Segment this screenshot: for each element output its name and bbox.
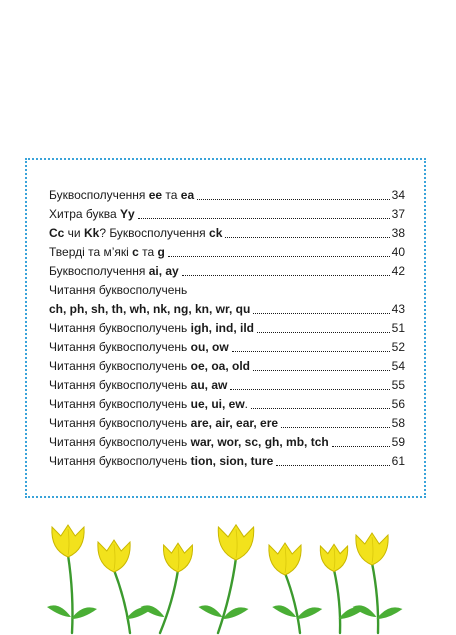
toc-dot-leader — [182, 275, 390, 276]
toc-entry — [49, 243, 405, 262]
toc-entry-text: Читання буквосполучень — [49, 340, 191, 354]
toc-entry-letters: ue, ui, ew — [190, 397, 245, 411]
toc-page-number: 40 — [391, 245, 405, 259]
toc-entry — [49, 224, 405, 243]
toc-entry — [49, 338, 405, 357]
toc-entry-letters: ее — [148, 188, 163, 202]
toc-dot-leader — [332, 446, 390, 447]
toc-entry — [49, 262, 405, 281]
toc-entry — [49, 300, 405, 319]
toc-entry-letters: au, aw — [190, 378, 228, 392]
toc-page-number: 51 — [391, 321, 405, 335]
toc-entry-text: та — [162, 188, 181, 202]
toc-entry-letters: c — [132, 245, 139, 259]
toc-entry-text: Читання буквосполучень — [49, 378, 191, 392]
toc-entry-text: Буквосполучення — [49, 188, 149, 202]
table-of-contents-box — [25, 158, 426, 498]
toc-dot-leader — [232, 351, 390, 352]
toc-entry-letters: ai, ay — [148, 264, 179, 278]
toc-entry-title — [49, 243, 165, 262]
toc-entry-letters: g — [157, 245, 165, 259]
toc-entry-title — [49, 452, 273, 471]
toc-page-number: 42 — [391, 264, 405, 278]
toc-entry-title — [49, 262, 179, 281]
toc-page-number: 34 — [391, 188, 405, 202]
toc-entry-title — [49, 205, 135, 224]
toc-dot-leader — [251, 408, 390, 409]
toc-entry-title — [49, 281, 187, 300]
toc-entry-letters: ch, ph, sh, th, wh, nk, ng, kn, wr, qu — [49, 302, 251, 316]
toc-dot-leader — [197, 199, 390, 200]
toc-entry-title — [49, 186, 194, 205]
toc-entry-text: Читання буквосполучень — [49, 359, 191, 373]
toc-dot-leader — [253, 370, 390, 371]
toc-entry-text: Читання буквосполучень — [49, 283, 188, 297]
toc-entry — [49, 414, 405, 433]
toc-entry-text: Буквосполучення — [49, 264, 149, 278]
toc-page-number: 56 — [391, 397, 405, 411]
toc-entry — [49, 281, 405, 300]
tulip-icon — [269, 543, 322, 633]
toc-page-number: 52 — [391, 340, 405, 354]
toc-entry-letters: Cc — [49, 226, 65, 240]
tulip-icon — [353, 533, 403, 633]
toc-entry-title — [49, 224, 222, 243]
toc-entry-letters: Yy — [120, 207, 135, 221]
toc-entry-title — [49, 300, 250, 319]
toc-entry-title — [49, 414, 278, 433]
toc-page-number: 61 — [391, 454, 405, 468]
toc-page-number: 43 — [391, 302, 405, 316]
toc-dot-leader — [253, 313, 389, 314]
toc-entry-title — [49, 338, 229, 357]
toc-entry-letters: ou, ow — [190, 340, 229, 354]
toc-entry-text: та — [138, 245, 158, 259]
tulip-icon — [47, 525, 97, 633]
toc-entry-letters: oe, oa, old — [190, 359, 250, 373]
toc-dot-leader — [168, 256, 390, 257]
tulip-icon — [199, 525, 254, 633]
toc-entry — [49, 376, 405, 395]
toc-entry-title — [49, 357, 250, 376]
tulip-border-decoration — [0, 505, 456, 635]
toc-dot-leader — [281, 427, 390, 428]
toc-dot-leader — [138, 218, 390, 219]
tulip-icon — [98, 540, 152, 633]
toc-list — [49, 186, 405, 471]
toc-entry-letters: war, wor, sc, gh, mb, tch — [190, 435, 329, 449]
toc-entry-text: Хитра буква — [49, 207, 120, 221]
toc-page-number: 38 — [391, 226, 405, 240]
toc-entry-letters: tion, sion, ture — [190, 454, 274, 468]
toc-entry-title — [49, 319, 254, 338]
toc-entry — [49, 357, 405, 376]
toc-page-number: 55 — [391, 378, 405, 392]
toc-entry-letters: еа — [180, 188, 195, 202]
toc-page-number: 54 — [391, 359, 405, 373]
toc-entry — [49, 452, 405, 471]
toc-entry-text: Читання буквосполучень — [49, 454, 191, 468]
toc-entry-title — [49, 395, 248, 414]
toc-entry-text: Тверді та м’які — [49, 245, 133, 259]
toc-entry — [49, 186, 405, 205]
toc-entry-letters: ck — [209, 226, 223, 240]
toc-entry-text: Читання буквосполучень — [49, 435, 191, 449]
toc-entry — [49, 319, 405, 338]
toc-entry-text: Читання буквосполучень — [49, 321, 191, 335]
toc-entry-text: . — [244, 397, 249, 411]
tulip-icon — [141, 543, 193, 633]
toc-dot-leader — [225, 237, 389, 238]
toc-entry-letters: igh, ind, ild — [190, 321, 254, 335]
toc-page-number: 59 — [391, 435, 405, 449]
toc-entry — [49, 205, 405, 224]
toc-page-number: 37 — [391, 207, 405, 221]
toc-dot-leader — [276, 465, 389, 466]
toc-dot-leader — [230, 389, 389, 390]
toc-entry-title — [49, 376, 227, 395]
tulip-icon — [320, 544, 364, 633]
toc-page-number: 58 — [391, 416, 405, 430]
toc-entry-text: Читання буквосполучень — [49, 397, 191, 411]
toc-entry-text: чи — [64, 226, 84, 240]
toc-entry-text: ? Буквосполучення — [99, 226, 210, 240]
toc-entry — [49, 433, 405, 452]
toc-dot-leader — [257, 332, 390, 333]
toc-entry-letters: are, air, ear, ere — [190, 416, 279, 430]
toc-entry-text: Читання буквосполучень — [49, 416, 191, 430]
toc-entry-title — [49, 433, 329, 452]
toc-entry — [49, 395, 405, 414]
toc-entry-letters: Kk — [83, 226, 100, 240]
